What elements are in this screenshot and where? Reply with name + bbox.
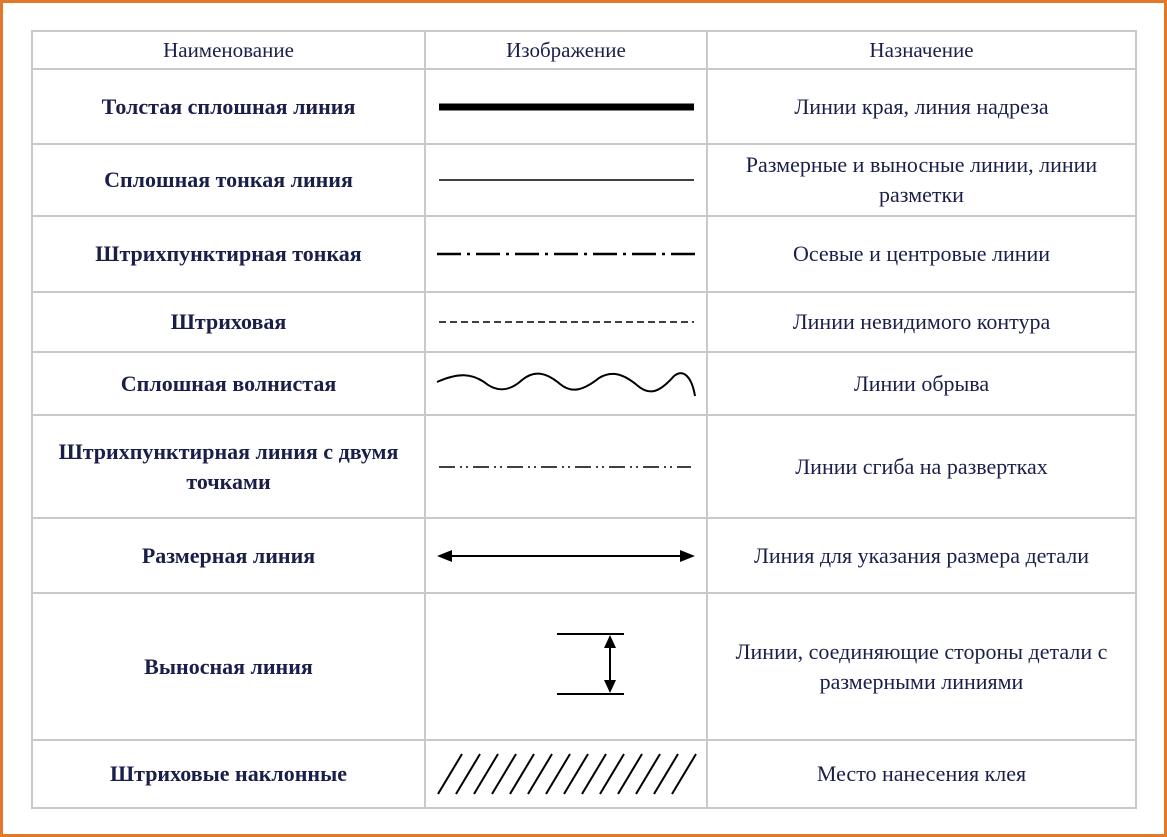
row-purpose: Линии, соединяющие стороны детали с размерными линиями: [707, 593, 1136, 740]
table-row: [32, 740, 1136, 808]
table-header-row: [32, 31, 1136, 69]
header-image: Изображение: [425, 31, 707, 69]
row-name: Штриховая: [32, 292, 425, 352]
row-image: [425, 216, 707, 292]
table-row: [32, 69, 1136, 144]
table-row: [32, 593, 1136, 740]
table-row: [32, 352, 1136, 415]
wavy-line-icon: [434, 366, 698, 402]
table-row: [32, 518, 1136, 593]
row-purpose: Линии обрыва: [707, 352, 1136, 415]
row-name: Сплошная волнистая: [32, 352, 425, 415]
row-image: [425, 593, 707, 740]
row-image: [425, 144, 707, 216]
row-purpose: Линии невидимого контура: [707, 292, 1136, 352]
dashed-line-icon: [436, 312, 696, 332]
table-row: [32, 292, 1136, 352]
row-purpose: Линии сгиба на развертках: [707, 415, 1136, 518]
table-row: [32, 216, 1136, 292]
row-name: Штрихпунктирная линия с двумя точками: [32, 415, 425, 518]
row-name: Толстая сплошная линия: [32, 69, 425, 144]
row-name: Штрихпунктирная тонкая: [32, 216, 425, 292]
row-image: [425, 69, 707, 144]
row-purpose: Место нанесения клея: [707, 740, 1136, 808]
dimension-arrow-line-icon: [434, 544, 698, 568]
dash-dot-line-icon: [434, 244, 698, 264]
header-purpose: Назначение: [707, 31, 1136, 69]
row-image: [425, 292, 707, 352]
row-purpose: Линия для указания размера детали: [707, 518, 1136, 593]
row-image: [425, 415, 707, 518]
row-name: Сплошная тонкая линия: [32, 144, 425, 216]
extension-line-icon: [432, 602, 702, 732]
table-row: [32, 144, 1136, 216]
row-image: [425, 740, 707, 808]
dash-double-dot-line-icon: [436, 457, 696, 477]
row-name: Выносная линия: [32, 593, 425, 740]
hatching-lines-icon: [432, 750, 700, 798]
row-purpose: Осевые и центровые линии: [707, 216, 1136, 292]
thin-solid-line-icon: [436, 170, 696, 190]
row-name: Размерная линия: [32, 518, 425, 593]
header-name: Наименование: [32, 31, 425, 69]
line-types-table: [31, 30, 1137, 809]
table-row: [32, 415, 1136, 518]
row-image: [425, 352, 707, 415]
row-purpose: Размерные и выносные линии, линии разметки: [707, 144, 1136, 216]
row-image: [425, 518, 707, 593]
thick-solid-line-icon: [436, 97, 696, 117]
row-name: Штриховые наклонные: [32, 740, 425, 808]
row-purpose: Линии края, линия надреза: [707, 69, 1136, 144]
